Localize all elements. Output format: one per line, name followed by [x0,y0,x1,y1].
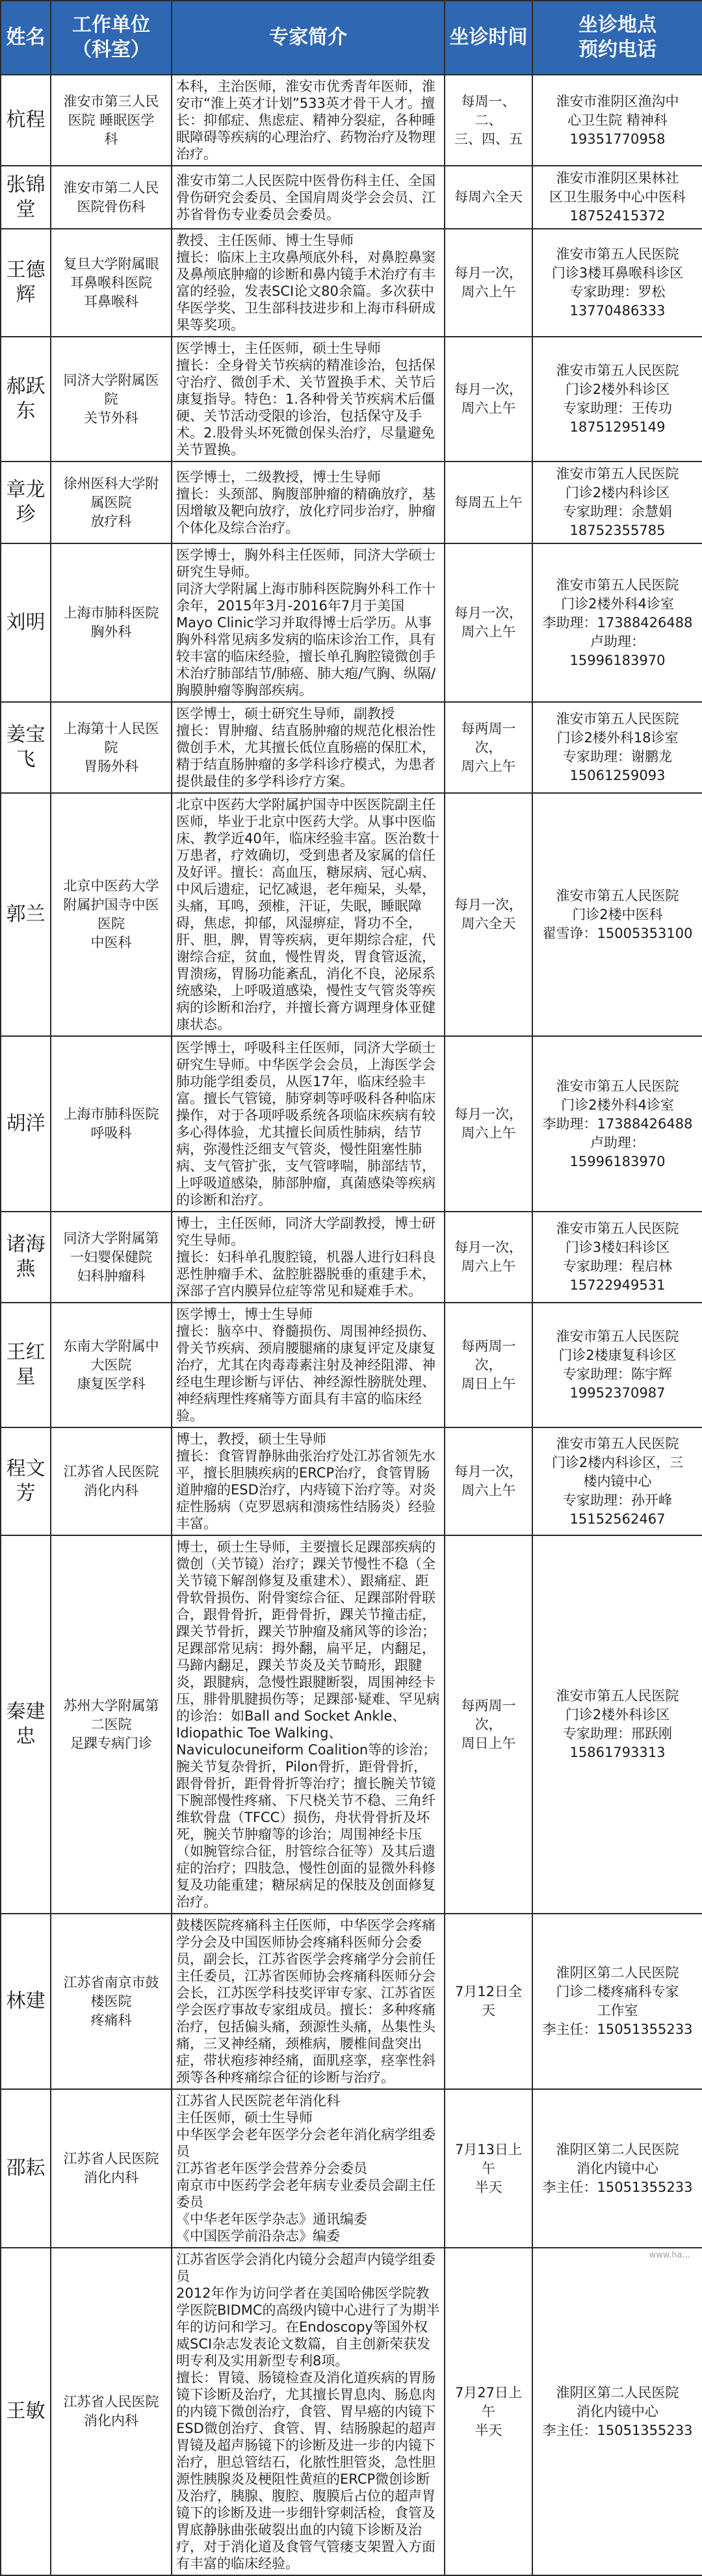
table-header [1,1,702,75]
work-unit: 淮安市第三人民 医院 睡眠医学 科 [51,75,172,166]
clinic-time: 每两周一次， 周六上午 [445,702,532,793]
expert-name: 林建 [1,1914,51,2089]
header-row [1,1,702,75]
clinic-place: 淮安市第五人民医院 门诊2楼中医科 翟雪诤：15005353100 [532,793,702,1036]
clinic-time: 每月一次， 周六上午 [445,229,532,337]
expert-name: 诸海燕 [1,1212,51,1303]
watermark: www.ha... [649,2250,690,2260]
clinic-time: 每月一次， 周六上午 [445,1427,532,1535]
clinic-time: 7月27日上午 半天 [445,2248,532,2575]
work-unit: 东南大学附属中 大医院 康复医学科 [51,1303,172,1427]
expert-name: 章龙珍 [1,462,51,543]
work-unit: 上海第十人民医 院 胃肠外科 [51,702,172,793]
table-row [1,2248,702,2575]
work-unit: 江苏省人民医院 消化内科 [51,2248,172,2575]
table-row [1,229,702,337]
expert-intro: 教授、主任医师、博士生导师 擅长：临床上主攻鼻颅底外科，对鼻腔鼻窦及鼻颅底肿瘤的诊断和鼻内镜手术治疗有丰富的经验，发表SCI论文80余篇。多次获中华医学奖、卫生部科技进步和上海市科研成果等奖项。 [172,229,445,337]
expert-intro: 医学博士，胸外科主任医师，同济大学硕士研究生导师。 同济大学附属上海市肺科医院胸外科工作十余年，2015年3月-2016年7月于美国Mayo Clinic学习并取得博士后学历。从事胸外科常见病多发病的临床诊治工作，具有较丰富的临床经验，擅长单孔胸腔镜微创手术治疗肺部结节/肺癌、肺大疱/气胸、纵隔/胸膜肿瘤等胸部疾病。 [172,543,445,702]
table-row [1,793,702,1036]
table-row [1,543,702,702]
clinic-time: 每月一次， 周六上午 [445,1212,532,1303]
expert-intro: 鼓楼医院疼痛科主任医师，中华医学会疼痛学分会及中国医师协会疼痛科医师分会委员，副会长，江苏省医学会疼痛学分会前任主任委员，江苏省医师协会疼痛科医师分会会长，江苏医学科技奖评审专家、江苏省医学会医疗事故专家组成员。擅长：多种疼痛治疗，包括偏头痛，颈源性头痛，丛集性头痛，三叉神经痛，颈椎病，腰椎间盘突出症，带状疱疹神经痛，面肌痉挛，痉挛性斜颈等各种疼痛综合征的诊断与治疗。 [172,1914,445,2089]
work-unit: 北京中医药大学 附属护国寺中医 医院 中医科 [51,793,172,1036]
clinic-time: 7月12日全天 [445,1914,532,2089]
table-row [1,2089,702,2248]
work-unit: 江苏省人民医院 消化内科 [51,1427,172,1535]
expert-name: 张锦堂 [1,166,51,229]
clinic-time: 每月一次， 周六上午 [445,543,532,702]
clinic-time: 7月13日上午 半天 [445,2089,532,2248]
clinic-time: 每两周一次， 周日上午 [445,1303,532,1427]
clinic-place: 淮阴区第二人民医院 门诊二楼疼痛科专家 工作室 李主任：15051355233 [532,1914,702,2089]
expert-name: 郭兰 [1,793,51,1036]
expert-intro: 医学博士，二级教授，博士生导师 擅长：头颈部、胸腹部肿瘤的精确放疗，基因增敏及靶向放疗，放化疗同步治疗，肿瘤个体化及综合治疗。 [172,462,445,543]
clinic-place: 淮安市第五人民医院 门诊2楼外科4诊室 李助理：17388426488 卢助理： 15996183970 [532,543,702,702]
work-unit: 复旦大学附属眼 耳鼻喉科医院 耳鼻喉科 [51,229,172,337]
table-row [1,702,702,793]
clinic-time: 每周五上午 [445,462,532,543]
expert-name: 王敏 [1,2248,51,2575]
clinic-place: 淮阴区第二人民医院 消化内镜中心 李主任：15051355233 [532,2248,702,2575]
clinic-place: 淮安市第五人民医院 门诊2楼内科诊区 专家助理：余慧娟 18752355785 [532,462,702,543]
clinic-place: 淮安市第五人民医院 门诊2楼外科18诊室 专家助理：谢鹏龙 15061259093 [532,702,702,793]
clinic-place: 淮安市第五人民医院 门诊2楼外科诊区 专家助理：王传功 18751295149 [532,337,702,462]
clinic-place: 淮安市淮阴区渔沟中 心卫生院 精神科 19351770958 [532,75,702,166]
table-row [1,462,702,543]
table-row [1,1914,702,2089]
work-unit: 江苏省南京市鼓 楼医院 疼痛科 [51,1914,172,2089]
table-row [1,1427,702,1535]
work-unit: 苏州大学附属第 二医院 足踝专病门诊 [51,1535,172,1914]
clinic-place: 淮安市第五人民医院 门诊2楼外科诊区 专家助理：邢跃刚 15861793313 [532,1535,702,1914]
table-row [1,337,702,462]
expert-intro: 江苏省医学会消化内镜分会超声内镜学组委员 2012年作为访问学者在美国哈佛医学院教学医院BIDMC的高级内镜中心进行了为期半年的访问和学习。在Endoscopy等国外权威SCI杂志发表论文数篇，自主创新荣获发明专利及实用新型专利8项。 擅长：胃镜、肠镜检查及消化道疾病的胃肠镜下诊断及治疗，尤其擅长胃息肉、肠息肉的内镜下微创治疗，食管、胃早癌的内镜下ESD微创治疗、食管、胃、结肠腺起的超声胃镜及超声肠镜下的诊断及进一步的内镜下治疗，胆总管结石，化脓性胆管炎，急性胆源性胰腺炎及梗阻性黄疸的ERCP微创诊断及治疗，胰腺、腹腔、腹膜后占位的超声胃镜下的诊断及进一步细针穿刺活检，食管及胃底静脉曲张破裂出血的内镜下诊断及治疗，对于消化道及食管气管瘘支架置入方面有丰富的临床经验。 [172,2248,445,2575]
expert-intro: 医学博士，硕士研究生导师，副教授 擅长：胃肿瘤、结直肠肿瘤的规范化根治性微创手术，尤其擅长低位直肠癌的保肛术，精于结直肠肿瘤的多学科诊疗模式，为患者提供最佳的多学科诊疗方案。 [172,702,445,793]
clinic-place: 淮阴区第二人民医院 消化内镜中心 李主任：15051355233 [532,2089,702,2248]
header-unit: 工作单位 （科室） [51,1,172,75]
table-row [1,1036,702,1212]
expert-intro: 本科，主治医师，淮安市优秀青年医师，淮安市“淮上英才计划”533英才骨干人才。擅长：抑郁症、焦虑症、精神分裂症，各种睡眠障碍等疾病的心理治疗、药物治疗及物理治疗。 [172,75,445,166]
header-time: 坐诊时间 [445,1,532,75]
expert-intro: 医学博士，博士生导师 擅长：脑卒中、脊髓损伤、周围神经损伤、骨关节疾病、颈肩腰腿痛的康复评定及康复治疗，尤其在肉毒毒素注射及神经阻滞、神经电生理诊断与评估、神经源性膀胱处理、神经病理性疼痛等方面具有丰富的临床经验。 [172,1303,445,1427]
expert-name: 姜宝飞 [1,702,51,793]
clinic-place: 淮安市第五人民医院 门诊3楼耳鼻喉科诊区 专家助理：罗松 13770486333 [532,229,702,337]
expert-intro: 淮安市第二人民医院中医骨伤科主任、全国骨伤研究会委员、全国肩周炎学会会员、江苏省骨伤专业委员会委员。 [172,166,445,229]
expert-name: 刘明 [1,543,51,702]
expert-name: 程文芳 [1,1427,51,1535]
clinic-place: 淮安市第五人民医院 门诊2楼康复科诊区 专家助理：陈宇辉 19952370987 [532,1303,702,1427]
work-unit: 淮安市第二人民 医院骨伤科 [51,166,172,229]
work-unit: 江苏省人民医院 消化内科 [51,2089,172,2248]
header-place: 坐诊地点 预约电话 [532,1,702,75]
work-unit: 上海市肺科医院 胸外科 [51,543,172,702]
work-unit: 徐州医科大学附 属医院 放疗科 [51,462,172,543]
clinic-place: 淮安市第五人民医院 门诊2楼内科诊区，三 楼内镜中心 专家助理：孙开峰 15152562467 [532,1427,702,1535]
expert-name: 郝跃东 [1,337,51,462]
header-intro: 专家简介 [172,1,445,75]
expert-intro: 北京中医药大学附属护国寺中医医院副主任医师，毕业于北京中医药大学。从事中医临床、教学近40年，临床经验丰富。医治数十万患者，疗效确切，受到患者及家属的信任及好评。擅长：高血压，糖尿病、冠心病、中风后遗症，记忆减退，老年痴呆，头晕，头痛，耳鸣，颈椎，汗证，失眠，睡眠障碍，焦虑，抑郁，风湿痹症，肾功不全，肝、胆，脾，胃等疾病，更年期综合症，代谢综合症，贫血，慢性胃炎，胃食管返流，胃溃疡，胃肠功能紊乱，消化不良，泌尿系统感染，上呼吸道感染，慢性支气管炎等疾病的诊断和治疗，并擅长膏方调理身体亚健康状态。 [172,793,445,1036]
work-unit: 同济大学附属第 一妇婴保健院 妇科肿瘤科 [51,1212,172,1303]
table-row [1,166,702,229]
clinic-time: 每周六全天 [445,166,532,229]
clinic-time: 每月一次， 周六上午 [445,337,532,462]
table-row [1,1535,702,1914]
clinic-place: 淮安市第五人民医院 门诊2楼外科4诊室 李助理：17388426488 卢助理： 15996183970 [532,1036,702,1212]
work-unit: 上海市肺科医院 呼吸科 [51,1036,172,1212]
expert-intro: 博士，主任医师，同济大学副教授，博士研究生导师。 擅长：妇科单孔腹腔镜，机器人进行妇科良恶性肿瘤手术、盆腔脏器脱垂的重建手术，深部子宫内膜异位症等常见和疑难手术。 [172,1212,445,1303]
table-row [1,1212,702,1303]
expert-name: 胡洋 [1,1036,51,1212]
expert-intro: 医学博士，呼吸科主任医师，同济大学硕士研究生导师。中华医学会会员，上海医学会肺功能学组委员，从医17年，临床经验丰富。擅长气管镜，肺穿刺等呼吸科各种临床操作，对于各项呼吸系统各项临床疾病有较多心得体验，尤其擅长间质性肺病，结节病，弥漫性泛细支气管炎，慢性阻塞性肺病、支气管扩张，支气管哮喘，肺部结节，上呼吸道感染，肺部肿瘤，真菌感染等疾病的诊断和治疗。 [172,1036,445,1212]
expert-name: 秦建忠 [1,1535,51,1914]
table-row [1,1303,702,1427]
header-name: 姓名 [1,1,51,75]
clinic-time: 每两周一次， 周日上午 [445,1535,532,1914]
clinic-time: 每月一次， 周六全天 [445,793,532,1036]
work-unit: 同济大学附属医 院 关节外科 [51,337,172,462]
expert-intro: 博士，教授，硕士生导师 擅长：食管胃静脉曲张治疗处江苏省领先水平，擅长胆胰疾病的ERCP治疗，食管胃肠道肿瘤的ESD治疗，内痔镜下治疗等。对炎症性肠病（克罗恩病和溃疡性结肠炎）经验丰富。 [172,1427,445,1535]
expert-intro: 江苏省人民医院老年消化科 主任医师，硕士生导师 中华医学会老年医学分会老年消化病学组委员 江苏省老年医学会营养分会委员 南京市中医药学会老年病专业委员会副主任委员 《中华老年医学杂志》通讯编委 《中国医学前沿杂志》编委 [172,2089,445,2248]
table-body [1,75,702,2575]
expert-intro: 医学博士，主任医师，硕士生导师 擅长：全身骨关节疾病的精准诊治，包括保守治疗、微创手术、关节置换手术、关节后康复指导。特色：1.各种骨关节疾病术后僵硬、关节活动受限的诊治，包括保守及手术。2.股骨头坏死微创保头治疗，尽量避免关节置换。 [172,337,445,462]
clinic-time: 每月一次， 周六上午 [445,1036,532,1212]
clinic-place: 淮安市淮阴区果林社 区卫生服务中心中医科 18752415372 [532,166,702,229]
expert-intro: 博士，硕士生导师，主要擅长足踝部疾病的微创（关节镜）治疗；踝关节慢性不稳（全关节镜下解剖修复及重建术）、跟痛症、距骨软骨损伤、附骨窦综合征、足踝部附骨联合，跟骨骨折，距骨骨折，踝关节撞击症，踝关节骨折，踝关节肿瘤及痛风等的诊治；足踝部常见病：拇外翻，扁平足，内翻足，马蹄内翻足，踝关节炎及关节畸形，跟腱炎，跟腱病，急慢性跟腱断裂，周围神经卡压，腓骨肌腱损伤等；足踝部·疑难、罕见病的诊治：如Ball and Socket Ankle、Idiopathic Toe Walking、Naviculocuneiform Coalition等的诊治；腕关节复杂骨折，Pilon骨折，距骨骨折，跟骨骨折，距骨骨折等治疗；擅长腕关节镜下腕部慢性疼痛、下尺桡关节不稳、三角纤维软骨盘（TFCC）损伤，舟状骨骨折及坏死，腕关节肿瘤等的诊治；周围神经卡压（如腕管综合征，肘管综合征等）及其后遗症的治疗；四肢急，慢性创面的显微外科修复及功能重建；糖尿病足的保肢及创面修复治疗。 [172,1535,445,1914]
clinic-place: 淮安市第五人民医院 门诊3楼妇科诊区 专家助理：程启林 15722949531 [532,1212,702,1303]
expert-name: 杭程 [1,75,51,166]
expert-name: 邵耘 [1,2089,51,2248]
clinic-time: 每周一、二、 三、四、五 [445,75,532,166]
expert-name: 王红星 [1,1303,51,1427]
table-row [1,75,702,166]
expert-name: 王德辉 [1,229,51,337]
